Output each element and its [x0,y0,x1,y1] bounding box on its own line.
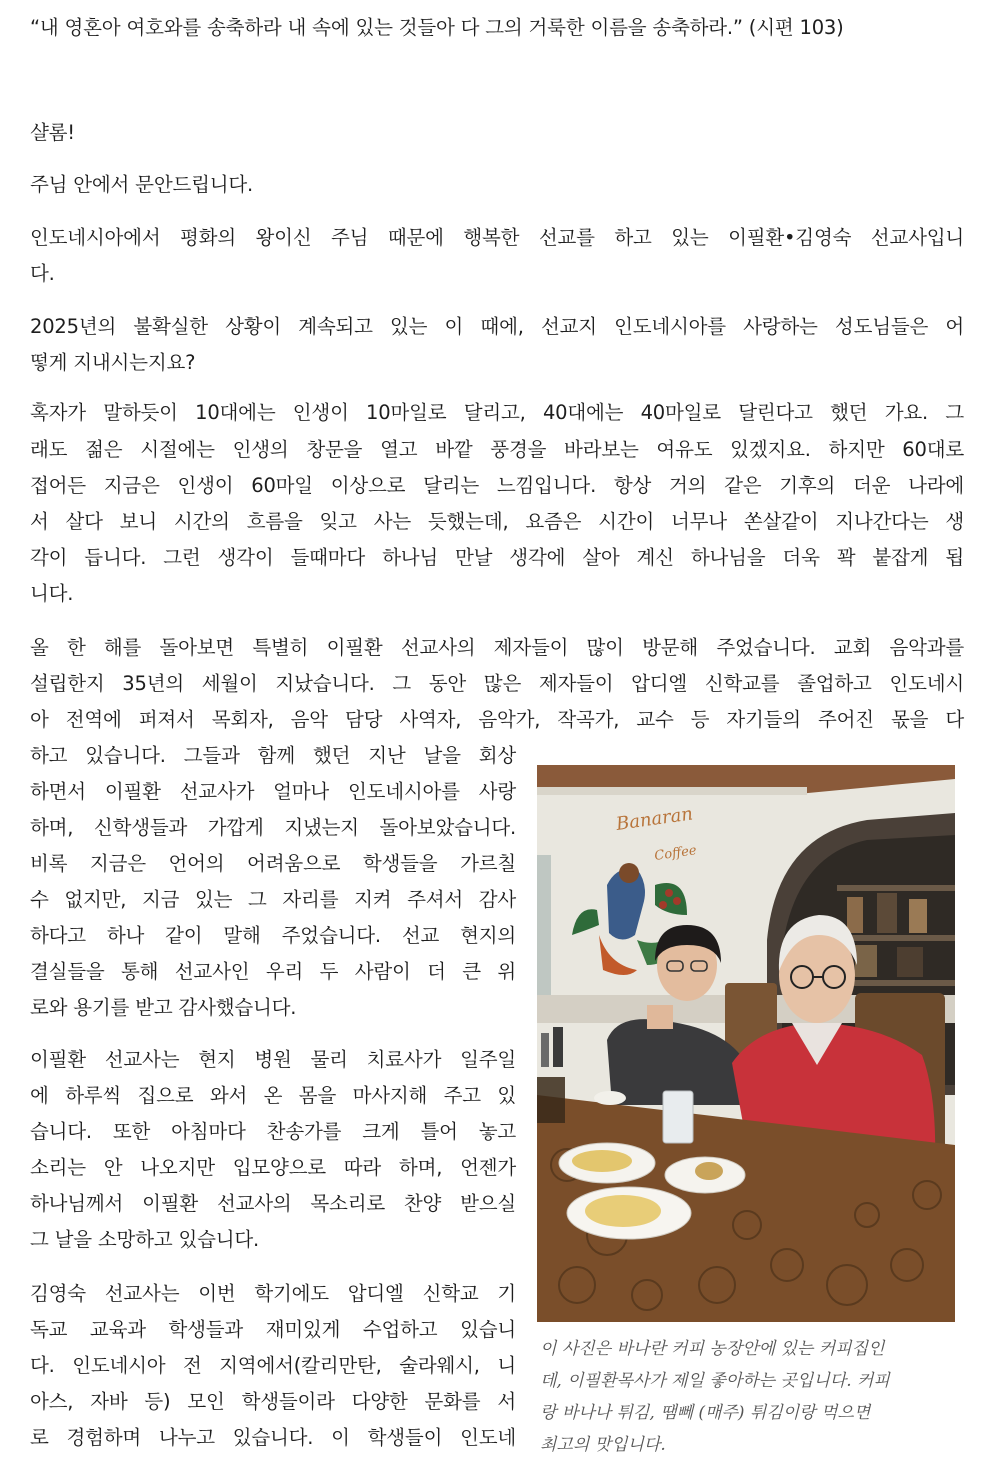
cafe-photo-illustration [537,765,955,1322]
paragraph-line: 김영숙 선교사는 이번 학기에도 압디엘 신학교 기 [30,1282,516,1305]
cafe-sign-subtext: Coffee [653,843,698,864]
greeting: 샬롬! [30,121,75,144]
bible-verse: “내 영혼아 여호와를 송축하라 내 속에 있는 것들아 다 그의 거룩한 이름을 송축하라.” (시편 103) [30,16,844,39]
paragraph-line: 독교 교육과 학생들과 재미있게 수업하고 있습니 [30,1318,516,1341]
paragraph-line: 하면서 이필환 선교사가 얼마나 인도네시아를 사랑 [30,780,516,803]
photo-caption-line: 데, 이필환목사가 제일 좋아하는 곳입니다. 커피 [540,1371,890,1391]
paragraph-line: 소리는 안 나오지만 입모양으로 따라 하며, 언젠가 [30,1156,516,1179]
paragraph-line: 비록 지금은 언어의 어려움으로 학생들을 가르칠 [30,852,516,875]
paragraph-line: 하며, 신학생들과 가깝게 지냈는지 돌아보았습니다. [30,816,516,839]
cafe-sign-text: Banaran [614,803,695,835]
paragraph-line: 올 한 해를 돌아보면 특별히 이필환 선교사의 제자들이 많이 방문해 주었습니다. 교회 음악과를 [30,636,964,659]
paragraph-line: 아 전역에 퍼져서 목회자, 음악 담당 사역자, 음악가, 작곡가, 교수 등 자기들의 주어진 몫을 다 [30,708,964,731]
paragraph-line: 혹자가 말하듯이 10대에는 인생이 10마일로 달리고, 40대에는 40마일로 달린다고 했던 가요. 그 [30,401,964,424]
paragraph-line: 2025년의 불확실한 상황이 계속되고 있는 이 때에, 선교지 인도네시아를 사랑하는 성도님들은 어 [30,315,964,338]
paragraph-line: 접어든 지금은 인생이 60마일 이상으로 달리는 느낌입니다. 항상 거의 같은 기후의 더운 나라에 [30,474,964,497]
photo-caption-line: 최고의 맛입니다. [540,1435,666,1455]
paragraph-line: 인도네시아에서 평화의 왕이신 주님 때문에 행복한 선교를 하고 있는 이필환•김영숙 선교사입니 [30,226,964,249]
paragraph-line: 수 없지만, 지금 있는 그 자리를 지켜 주셔서 감사 [30,888,516,911]
paragraph-line: 서 살다 보니 시간의 흐름을 잊고 사는 듯했는데, 요즘은 시간이 너무나 쏜살같이 지나간다는 생 [30,510,964,533]
paragraph-line: 떻게 지내시는지요? [30,351,196,374]
cafe-photo [537,765,955,1322]
paragraph-line: 각이 듭니다. 그런 생각이 들때마다 하나님 만날 생각에 살아 계신 하나님을 더욱 꽉 붙잡게 됩 [30,546,964,569]
photo-caption-line: 랑 바나나 튀김, 땜뻬 (매주) 튀김이랑 먹으면 [540,1403,871,1423]
paragraph-line: 이필환 선교사는 현지 병원 물리 치료사가 일주일 [30,1048,516,1071]
salutation: 주님 안에서 문안드립니다. [30,173,254,196]
paragraph-line: 에 하루씩 집으로 와서 온 몸을 마사지해 주고 있 [30,1084,516,1107]
paragraph-line: 설립한지 35년의 세월이 지났습니다. 그 동안 많은 제자들이 압디엘 신학교를 졸업하고 인도네시 [30,672,964,695]
paragraph-line: 아스, 자바 등) 모인 학생들이라 다양한 문화를 서 [30,1390,516,1413]
paragraph-line: 하나님께서 이필환 선교사의 목소리로 찬양 받으실 [30,1192,516,1215]
paragraph-line: 다. [30,262,55,285]
paragraph-line: 로 경험하며 나누고 있습니다. 이 학생들이 인도네 [30,1426,516,1449]
paragraph-line: 래도 젊은 시절에는 인생의 창문을 열고 바깥 풍경을 바라보는 여유도 있겠지요. 하지만 60대로 [30,438,964,461]
paragraph-line: 다. 인도네시아 전 지역에서(칼리만탄, 술라웨시, 니 [30,1354,516,1377]
paragraph-line: 하다고 하나 같이 말해 주었습니다. 선교 현지의 [30,924,516,947]
paragraph-line: 그 날을 소망하고 있습니다. [30,1228,260,1251]
paragraph-line: 로와 용기를 받고 감사했습니다. [30,996,297,1019]
photo-caption-line: 이 사진은 바나란 커피 농장안에 있는 커피집인 [540,1339,885,1359]
paragraph-line: 습니다. 또한 아침마다 찬송가를 크게 틀어 놓고 [30,1120,516,1143]
paragraph-line: 니다. [30,582,74,605]
paragraph-line: 하고 있습니다. 그들과 함께 했던 지난 날을 회상 [30,744,516,767]
paragraph-line: 결실들을 통해 선교사인 우리 두 사람이 더 큰 위 [30,960,516,983]
